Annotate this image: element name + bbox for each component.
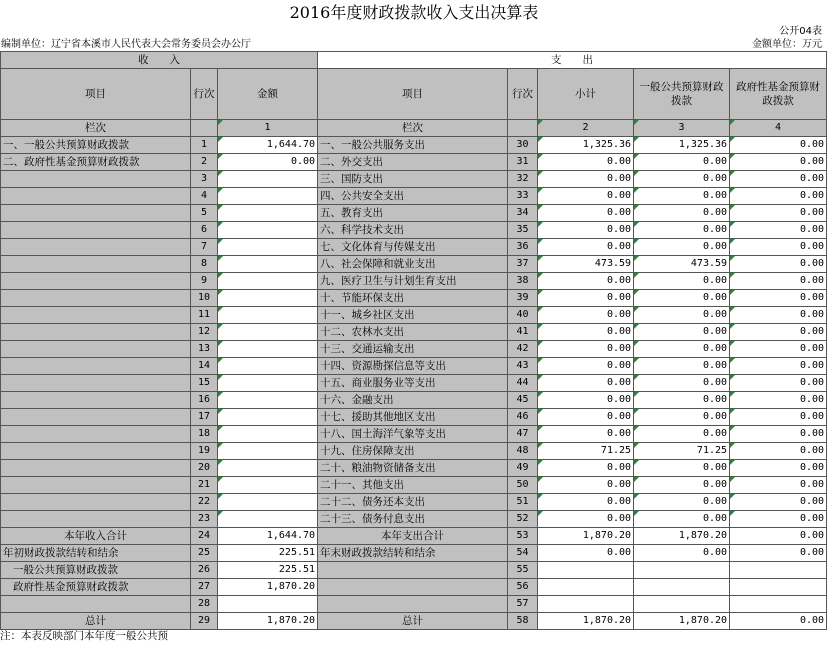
income-amount-cell[interactable]	[218, 222, 318, 239]
expense-item-cell[interactable]: 十三、交通运输支出	[318, 341, 508, 358]
expense-item-cell[interactable]: 十九、住房保障支出	[318, 443, 508, 460]
general-cell[interactable]: 0.00	[634, 545, 730, 562]
income-item-cell[interactable]	[1, 494, 191, 511]
expense-item-cell[interactable]: 十六、金融支出	[318, 392, 508, 409]
income-amount-cell[interactable]	[218, 477, 318, 494]
income-item-cell[interactable]	[1, 511, 191, 528]
income-amount-cell[interactable]	[218, 307, 318, 324]
general-cell[interactable]: 0.00	[634, 290, 730, 307]
income-amount-cell[interactable]	[218, 443, 318, 460]
income-amount-cell[interactable]	[218, 358, 318, 375]
subtotal-cell[interactable]: 0.00	[538, 392, 634, 409]
expense-item-cell[interactable]: 十一、城乡社区支出	[318, 307, 508, 324]
income-item-cell[interactable]: 一、一般公共预算财政拨款	[1, 137, 191, 154]
income-amount-cell[interactable]	[218, 511, 318, 528]
table-row	[1, 443, 827, 460]
income-item-cell[interactable]: 政府性基金预算财政拨款	[1, 579, 191, 596]
expense-rowno-cell[interactable]: 39	[508, 290, 538, 307]
table-row	[1, 273, 827, 290]
income-rowno-cell[interactable]: 27	[191, 579, 218, 596]
subtotal-cell[interactable]: 0.00	[538, 188, 634, 205]
income-amount-cell[interactable]	[218, 239, 318, 256]
govfund-cell[interactable]	[730, 579, 827, 596]
expense-rowno-cell[interactable]: 44	[508, 375, 538, 392]
income-rowno-cell[interactable]: 12	[191, 324, 218, 341]
income-item-cell[interactable]: 年初财政拨款结转和结余	[1, 545, 191, 562]
expense-rowno-cell[interactable]: 31	[508, 154, 538, 171]
general-cell[interactable]: 0.00	[634, 358, 730, 375]
expense-rowno-cell[interactable]: 56	[508, 579, 538, 596]
govfund-cell[interactable]: 0.00	[730, 290, 827, 307]
income-rowno-cell[interactable]: 5	[191, 205, 218, 222]
expense-item-cell[interactable]: 本年支出合计	[318, 528, 508, 545]
income-amount-cell[interactable]	[218, 324, 318, 341]
income-rowno-cell[interactable]: 2	[191, 154, 218, 171]
income-item-cell[interactable]: 一般公共预算财政拨款	[1, 562, 191, 579]
income-item-cell[interactable]	[1, 256, 191, 273]
expense-rowno-cell[interactable]: 57	[508, 596, 538, 613]
income-rowno-cell[interactable]: 7	[191, 239, 218, 256]
general-cell[interactable]: 0.00	[634, 460, 730, 477]
govfund-cell[interactable]: 0.00	[730, 358, 827, 375]
govfund-cell[interactable]: 0.00	[730, 171, 827, 188]
income-amount-cell[interactable]: 0.00	[218, 154, 318, 171]
govfund-cell[interactable]: 0.00	[730, 613, 827, 630]
income-item-cell[interactable]	[1, 188, 191, 205]
expense-rowno-cell[interactable]: 30	[508, 137, 538, 154]
lanci-col4[interactable]: 4	[730, 120, 827, 137]
general-cell[interactable]: 0.00	[634, 154, 730, 171]
income-item-cell[interactable]	[1, 324, 191, 341]
table-row	[1, 494, 827, 511]
table-row	[1, 426, 827, 443]
table-row	[1, 579, 827, 596]
income-item-cell[interactable]	[1, 290, 191, 307]
table-row	[1, 239, 827, 256]
expense-rowno-cell[interactable]: 41	[508, 324, 538, 341]
income-rowno-cell[interactable]: 4	[191, 188, 218, 205]
table-row	[1, 477, 827, 494]
income-rowno-cell[interactable]: 22	[191, 494, 218, 511]
general-cell[interactable]: 1,325.36	[634, 137, 730, 154]
col-header-income-item[interactable]: 项目	[1, 69, 191, 120]
subtotal-cell[interactable]: 0.00	[538, 409, 634, 426]
general-cell[interactable]	[634, 562, 730, 579]
income-item-cell[interactable]	[1, 375, 191, 392]
table-row	[1, 341, 827, 358]
lanci-expense-label[interactable]: 栏次	[318, 120, 508, 137]
subtotal-cell[interactable]: 0.00	[538, 307, 634, 324]
income-rowno-cell[interactable]: 26	[191, 562, 218, 579]
income-rowno-cell[interactable]: 14	[191, 358, 218, 375]
lanci-expense-rowno[interactable]	[508, 120, 538, 137]
income-section-header[interactable]: 收 入	[1, 52, 318, 69]
general-cell[interactable]: 0.00	[634, 426, 730, 443]
expense-item-cell[interactable]: 二十三、债务付息支出	[318, 511, 508, 528]
income-rowno-cell[interactable]: 9	[191, 273, 218, 290]
govfund-cell[interactable]: 0.00	[730, 375, 827, 392]
govfund-cell[interactable]: 0.00	[730, 341, 827, 358]
subtotal-cell[interactable]: 0.00	[538, 222, 634, 239]
expense-rowno-cell[interactable]: 48	[508, 443, 538, 460]
finance-table	[0, 51, 827, 630]
expense-rowno-cell[interactable]: 43	[508, 358, 538, 375]
income-item-cell[interactable]	[1, 409, 191, 426]
govfund-cell[interactable]: 0.00	[730, 324, 827, 341]
income-rowno-cell[interactable]: 1	[191, 137, 218, 154]
col-header-expense-rowno[interactable]: 行次	[508, 69, 538, 120]
general-cell[interactable]: 0.00	[634, 239, 730, 256]
expense-item-cell[interactable]: 七、文化体育与传媒支出	[318, 239, 508, 256]
expense-section-header[interactable]: 支 出	[318, 52, 827, 69]
subtotal-cell[interactable]: 0.00	[538, 511, 634, 528]
table-row	[1, 392, 827, 409]
income-amount-cell[interactable]: 1,644.70	[218, 528, 318, 545]
income-rowno-cell[interactable]: 10	[191, 290, 218, 307]
expense-rowno-cell[interactable]: 42	[508, 341, 538, 358]
subtotal-cell[interactable]: 0.00	[538, 545, 634, 562]
govfund-cell[interactable]	[730, 596, 827, 613]
expense-item-cell[interactable]	[318, 596, 508, 613]
expense-rowno-cell[interactable]: 34	[508, 205, 538, 222]
subtotal-cell[interactable]: 71.25	[538, 443, 634, 460]
income-item-cell[interactable]	[1, 460, 191, 477]
general-cell[interactable]: 0.00	[634, 477, 730, 494]
income-rowno-cell[interactable]: 19	[191, 443, 218, 460]
subtotal-cell[interactable]: 473.59	[538, 256, 634, 273]
govfund-cell[interactable]: 0.00	[730, 392, 827, 409]
govfund-cell[interactable]	[730, 562, 827, 579]
table-row	[1, 256, 827, 273]
income-rowno-cell[interactable]: 24	[191, 528, 218, 545]
general-cell[interactable]: 0.00	[634, 222, 730, 239]
table-row	[1, 154, 827, 171]
table-row	[1, 511, 827, 528]
subtotal-cell[interactable]: 0.00	[538, 205, 634, 222]
expense-item-cell[interactable]: 二十一、其他支出	[318, 477, 508, 494]
general-cell[interactable]: 0.00	[634, 392, 730, 409]
table-row	[1, 528, 827, 545]
income-rowno-cell[interactable]: 17	[191, 409, 218, 426]
income-item-cell[interactable]	[1, 239, 191, 256]
expense-item-cell[interactable]: 十二、农林水支出	[318, 324, 508, 341]
general-cell[interactable]: 0.00	[634, 307, 730, 324]
income-item-cell[interactable]	[1, 477, 191, 494]
col-header-govfund[interactable]: 政府性基金预算财政拨款	[730, 69, 827, 120]
general-cell[interactable]	[634, 579, 730, 596]
general-cell[interactable]: 473.59	[634, 256, 730, 273]
income-rowno-cell[interactable]: 23	[191, 511, 218, 528]
income-rowno-cell[interactable]: 6	[191, 222, 218, 239]
expense-rowno-cell[interactable]: 37	[508, 256, 538, 273]
govfund-cell[interactable]: 0.00	[730, 273, 827, 290]
govfund-cell[interactable]: 0.00	[730, 443, 827, 460]
expense-item-cell[interactable]: 一、一般公共服务支出	[318, 137, 508, 154]
subtotal-cell[interactable]: 0.00	[538, 171, 634, 188]
subtotal-cell[interactable]	[538, 596, 634, 613]
general-cell[interactable]: 1,870.20	[634, 528, 730, 545]
expense-item-cell[interactable]: 六、科学技术支出	[318, 222, 508, 239]
general-cell[interactable]: 0.00	[634, 273, 730, 290]
expense-rowno-cell[interactable]: 46	[508, 409, 538, 426]
subtotal-cell[interactable]: 0.00	[538, 460, 634, 477]
income-amount-cell[interactable]: 225.51	[218, 545, 318, 562]
govfund-cell[interactable]: 0.00	[730, 256, 827, 273]
col-header-amount[interactable]: 金额	[218, 69, 318, 120]
income-item-cell[interactable]: 本年收入合计	[1, 528, 191, 545]
expense-item-cell[interactable]: 五、教育支出	[318, 205, 508, 222]
expense-rowno-cell[interactable]: 52	[508, 511, 538, 528]
table-row	[1, 545, 827, 562]
govfund-cell[interactable]: 0.00	[730, 154, 827, 171]
income-item-cell[interactable]	[1, 596, 191, 613]
general-cell[interactable]: 1,870.20	[634, 613, 730, 630]
govfund-cell[interactable]: 0.00	[730, 409, 827, 426]
income-amount-cell[interactable]	[218, 392, 318, 409]
general-cell[interactable]: 0.00	[634, 409, 730, 426]
general-cell[interactable]: 0.00	[634, 324, 730, 341]
table-row	[1, 562, 827, 579]
form-code: 公开04表	[779, 26, 822, 37]
expense-item-cell[interactable]: 十、节能环保支出	[318, 290, 508, 307]
general-cell[interactable]: 0.00	[634, 341, 730, 358]
income-item-cell[interactable]: 二、政府性基金预算财政拨款	[1, 154, 191, 171]
subtotal-cell[interactable]: 0.00	[538, 358, 634, 375]
income-amount-cell[interactable]	[218, 256, 318, 273]
expense-rowno-cell[interactable]: 58	[508, 613, 538, 630]
expense-item-cell[interactable]: 年末财政拨款结转和结余	[318, 545, 508, 562]
income-amount-cell[interactable]: 1,644.70	[218, 137, 318, 154]
govfund-cell[interactable]: 0.00	[730, 528, 827, 545]
subtotal-cell[interactable]	[538, 579, 634, 596]
income-amount-cell[interactable]	[218, 409, 318, 426]
table-row	[1, 460, 827, 477]
expense-rowno-cell[interactable]: 55	[508, 562, 538, 579]
expense-item-cell[interactable]: 总计	[318, 613, 508, 630]
expense-item-cell[interactable]: 三、国防支出	[318, 171, 508, 188]
general-cell[interactable]: 0.00	[634, 511, 730, 528]
expense-rowno-cell[interactable]: 47	[508, 426, 538, 443]
subtotal-cell[interactable]: 1,870.20	[538, 528, 634, 545]
expense-item-cell[interactable]: 九、医疗卫生与计划生育支出	[318, 273, 508, 290]
expense-rowno-cell[interactable]: 50	[508, 477, 538, 494]
general-cell[interactable]: 0.00	[634, 375, 730, 392]
expense-rowno-cell[interactable]: 32	[508, 171, 538, 188]
income-amount-cell[interactable]: 1,870.20	[218, 579, 318, 596]
subtotal-cell[interactable]: 1,325.36	[538, 137, 634, 154]
govfund-cell[interactable]: 0.00	[730, 188, 827, 205]
table-row	[1, 137, 827, 154]
income-rowno-cell[interactable]: 11	[191, 307, 218, 324]
footnote: 注：本表反映部门本年度一般公共预	[0, 630, 168, 642]
income-item-cell[interactable]	[1, 307, 191, 324]
table-row	[1, 171, 827, 188]
lanci-income-label[interactable]: 栏次	[1, 120, 191, 137]
expense-item-cell[interactable]: 十八、国土海洋气象等支出	[318, 426, 508, 443]
lanci-col1[interactable]: 1	[218, 120, 318, 137]
income-item-cell[interactable]	[1, 392, 191, 409]
expense-rowno-cell[interactable]: 40	[508, 307, 538, 324]
lanci-col3[interactable]: 3	[634, 120, 730, 137]
subtotal-cell[interactable]: 0.00	[538, 154, 634, 171]
expense-item-cell[interactable]	[318, 562, 508, 579]
govfund-cell[interactable]: 0.00	[730, 307, 827, 324]
income-amount-cell[interactable]	[218, 188, 318, 205]
govfund-cell[interactable]: 0.00	[730, 137, 827, 154]
income-item-cell[interactable]	[1, 222, 191, 239]
subtotal-cell[interactable]: 0.00	[538, 494, 634, 511]
income-rowno-cell[interactable]: 29	[191, 613, 218, 630]
general-cell[interactable]: 0.00	[634, 205, 730, 222]
expense-item-cell[interactable]: 十五、商业服务业等支出	[318, 375, 508, 392]
general-cell[interactable]: 0.00	[634, 494, 730, 511]
expense-rowno-cell[interactable]: 49	[508, 460, 538, 477]
table-row	[1, 188, 827, 205]
income-item-cell[interactable]	[1, 273, 191, 290]
income-rowno-cell[interactable]: 21	[191, 477, 218, 494]
col-header-general[interactable]: 一般公共预算财政拨款	[634, 69, 730, 120]
subtotal-cell[interactable]: 0.00	[538, 341, 634, 358]
expense-item-cell[interactable]: 十四、资源勘探信息等支出	[318, 358, 508, 375]
general-cell[interactable]: 0.00	[634, 171, 730, 188]
income-amount-cell[interactable]	[218, 494, 318, 511]
govfund-cell[interactable]: 0.00	[730, 477, 827, 494]
income-item-cell[interactable]	[1, 205, 191, 222]
table-row	[1, 596, 827, 613]
income-item-cell[interactable]	[1, 341, 191, 358]
subtotal-cell[interactable]: 1,870.20	[538, 613, 634, 630]
subtotal-cell[interactable]: 0.00	[538, 290, 634, 307]
column-header-row	[1, 69, 827, 120]
income-amount-cell[interactable]: 225.51	[218, 562, 318, 579]
income-amount-cell[interactable]	[218, 375, 318, 392]
income-item-cell[interactable]	[1, 426, 191, 443]
subtotal-cell[interactable]: 0.00	[538, 477, 634, 494]
income-rowno-cell[interactable]: 13	[191, 341, 218, 358]
income-rowno-cell[interactable]: 20	[191, 460, 218, 477]
expense-rowno-cell[interactable]: 45	[508, 392, 538, 409]
income-amount-cell[interactable]: 1,870.20	[218, 613, 318, 630]
page-title: 2016年度财政拨款收入支出决算表	[289, 3, 539, 22]
expense-item-cell[interactable]: 二十、粮油物资储备支出	[318, 460, 508, 477]
meta-row	[0, 38, 828, 51]
subtotal-cell[interactable]: 0.00	[538, 273, 634, 290]
subtotal-cell[interactable]	[538, 562, 634, 579]
table-row	[1, 290, 827, 307]
govfund-cell[interactable]: 0.00	[730, 494, 827, 511]
income-rowno-cell[interactable]: 15	[191, 375, 218, 392]
income-item-cell[interactable]	[1, 171, 191, 188]
expense-item-cell[interactable]: 十七、援助其他地区支出	[318, 409, 508, 426]
expense-rowno-cell[interactable]: 36	[508, 239, 538, 256]
income-amount-cell[interactable]	[218, 273, 318, 290]
col-header-expense-item[interactable]: 项目	[318, 69, 508, 120]
lanci-income-rowno[interactable]	[191, 120, 218, 137]
subtotal-cell[interactable]: 0.00	[538, 375, 634, 392]
org-label: 编制单位：辽宁省本溪市人民代表大会常务委员会办公厅	[1, 39, 251, 50]
subtotal-cell[interactable]: 0.00	[538, 426, 634, 443]
subtotal-cell[interactable]: 0.00	[538, 239, 634, 256]
lanci-col2[interactable]: 2	[538, 120, 634, 137]
govfund-cell[interactable]: 0.00	[730, 222, 827, 239]
income-amount-cell[interactable]	[218, 290, 318, 307]
expense-rowno-cell[interactable]: 51	[508, 494, 538, 511]
govfund-cell[interactable]: 0.00	[730, 511, 827, 528]
income-rowno-cell[interactable]: 8	[191, 256, 218, 273]
general-cell[interactable]: 71.25	[634, 443, 730, 460]
table-row	[1, 324, 827, 341]
unit-label: 金额单位：万元	[752, 39, 822, 50]
govfund-cell[interactable]: 0.00	[730, 426, 827, 443]
income-amount-cell[interactable]	[218, 171, 318, 188]
income-rowno-cell[interactable]: 28	[191, 596, 218, 613]
general-cell[interactable]	[634, 596, 730, 613]
expense-item-cell[interactable]: 二、外交支出	[318, 154, 508, 171]
expense-rowno-cell[interactable]: 33	[508, 188, 538, 205]
expense-item-cell[interactable]: 八、社会保障和就业支出	[318, 256, 508, 273]
income-rowno-cell[interactable]: 16	[191, 392, 218, 409]
table-row	[1, 375, 827, 392]
income-rowno-cell[interactable]: 18	[191, 426, 218, 443]
lanci-row	[1, 120, 827, 137]
col-header-income-rowno[interactable]: 行次	[191, 69, 218, 120]
govfund-cell[interactable]: 0.00	[730, 239, 827, 256]
income-amount-cell[interactable]	[218, 205, 318, 222]
expense-item-cell[interactable]: 二十二、债务还本支出	[318, 494, 508, 511]
income-amount-cell[interactable]	[218, 426, 318, 443]
table-row	[1, 613, 827, 630]
govfund-cell[interactable]: 0.00	[730, 460, 827, 477]
table-row	[1, 358, 827, 375]
govfund-cell[interactable]: 0.00	[730, 545, 827, 562]
expense-rowno-cell[interactable]: 35	[508, 222, 538, 239]
section-header-row	[1, 52, 827, 69]
expense-item-cell[interactable]: 四、公共安全支出	[318, 188, 508, 205]
expense-rowno-cell[interactable]: 53	[508, 528, 538, 545]
govfund-cell[interactable]: 0.00	[730, 205, 827, 222]
subtotal-cell[interactable]: 0.00	[538, 324, 634, 341]
expense-item-cell[interactable]	[318, 579, 508, 596]
table-row	[1, 222, 827, 239]
col-header-subtotal[interactable]: 小计	[538, 69, 634, 120]
income-amount-cell[interactable]	[218, 596, 318, 613]
general-cell[interactable]: 0.00	[634, 188, 730, 205]
income-amount-cell[interactable]	[218, 460, 318, 477]
table-row	[1, 307, 827, 324]
income-rowno-cell[interactable]: 25	[191, 545, 218, 562]
income-amount-cell[interactable]	[218, 341, 318, 358]
table-row	[1, 205, 827, 222]
income-item-cell[interactable]: 总计	[1, 613, 191, 630]
income-item-cell[interactable]	[1, 358, 191, 375]
income-item-cell[interactable]	[1, 443, 191, 460]
income-rowno-cell[interactable]: 3	[191, 171, 218, 188]
table-row	[1, 409, 827, 426]
expense-rowno-cell[interactable]: 54	[508, 545, 538, 562]
expense-rowno-cell[interactable]: 38	[508, 273, 538, 290]
